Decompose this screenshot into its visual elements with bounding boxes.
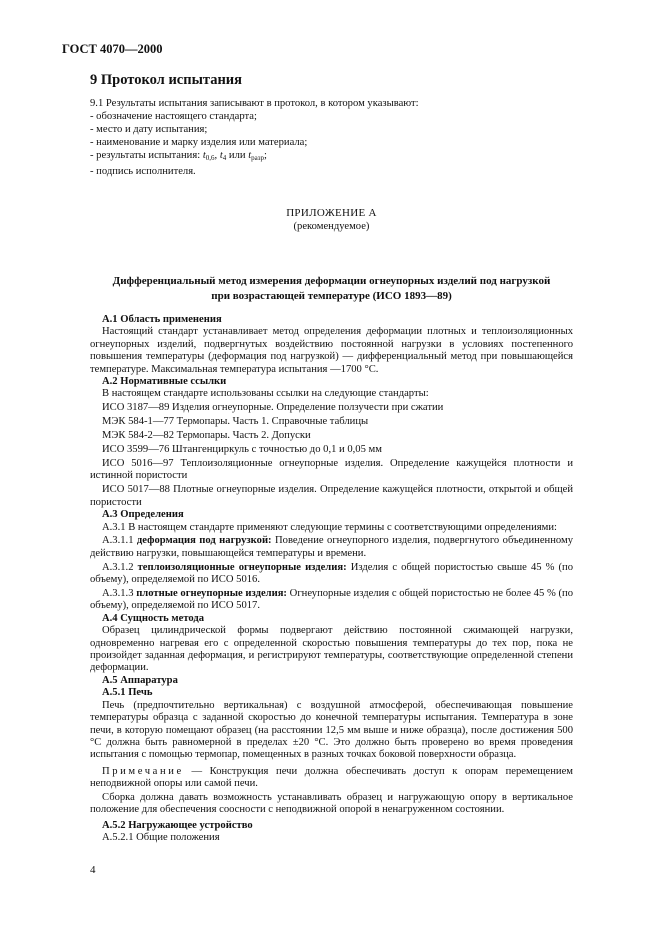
section-heading: А.4 Сущность метода <box>102 612 205 624</box>
definition-text: Огнеупорные изделия с общей пористостью не более 45 % (по объему), определяемой по ИСО 5017. <box>90 588 574 612</box>
t-symbol: t <box>219 150 223 161</box>
definition <box>90 562 573 587</box>
separator: ; <box>264 150 267 161</box>
method-title-line: при возрастающей температуре (ИСО 1893—89) <box>211 290 452 302</box>
paragraph: Печь (предпочтительно вертикальная) с воздушной атмосферой, обеспечивающая повышение температуры образца с заданной скоростью до конечной температуры испытания. Температура в зоне печи, в которую помещают образец (на расстоянии 12,5 мм выше и ниже образца), после достижения 500 °С должна быть равномерной в пределах ±20 °С. Это должно быть проверено во время проведения испытания с помощью термопар, помещенных в разных точках боковой поверхности образца. <box>90 699 573 761</box>
paragraph: Настоящий стандарт устанавливает метод определения деформации плотных и теплоизоляционных огнеупорных изделий, подвергнутых воздействию постоянной нагрузки в условиях постепенного повышения температуры (деформация под нагрузкой) — дифференциальный метод при повышающейся температуре. Максимальная температура испытания —1700 °С. <box>90 326 573 375</box>
list-item: - наименование и марку изделия или материала; <box>90 137 308 148</box>
definition-term: теплоизоляционные огнеупорные изделия: <box>137 561 347 573</box>
section-9-body <box>90 97 573 178</box>
reference-item: МЭК 584-2—82 Термопары. Часть 2. Допуски <box>102 430 311 442</box>
paragraph: Сборка должна давать возможность устанавливать образец и нагружающую опору в вертикальное положение для обеспечения соосности с неподвижной опорой в ненагруженном состоянии. <box>90 792 573 816</box>
definition-number: А.3.1.3 <box>102 588 137 600</box>
page-number: 4 <box>90 864 96 876</box>
method-title <box>90 274 573 304</box>
appendix-title: ПРИЛОЖЕНИЕ А <box>286 207 377 219</box>
paragraph: В настоящем стандарте использованы ссылки на следующие стандарты: <box>102 388 429 400</box>
paragraph: Образец цилиндрической формы подвергают действию постоянной сжимающей нагрузки, одновременно нагревая его с определенной скоростью повышения температуры до тех пор, пока не произойдет заданная деформация, и регистрируют температуры, соответствующие определенной степени деформации. <box>90 625 573 674</box>
definition-text: Изделия с общей пористостью свыше 45 % (по объему), определяемой по ИСО 5016. <box>90 561 574 586</box>
reference-item: ИСО 5016—97 Теплоизоляционные огнеупорные изделия. Определение кажущейся плотности и истинной пористости <box>90 457 573 482</box>
t-subscript: 4 <box>222 154 227 162</box>
document-code: ГОСТ 4070—2000 <box>62 42 163 56</box>
reference-item: ИСО 3599—76 Штангенциркуль с точностью до 0,1 и 0,05 мм <box>102 444 382 456</box>
definition <box>90 588 573 613</box>
reference-item: ИСО 5017—88 Плотные огнеупорные изделия. Определение кажущейся плотности, открытой и общей пористости <box>90 484 573 508</box>
list-item: - обозначение настоящего стандарта; <box>90 111 257 122</box>
separator: , <box>214 150 220 161</box>
appendix-body <box>90 314 573 845</box>
note <box>90 766 573 791</box>
list-item: - место и дату испытания; <box>90 124 208 135</box>
appendix-subtitle: (рекомендуемое) <box>293 221 370 232</box>
t-symbol: t <box>202 150 206 161</box>
paragraph: А.5.2.1 Общие положения <box>102 832 220 844</box>
definition-term: деформация под нагрузкой: <box>136 535 272 547</box>
section-heading: А.3 Определения <box>102 509 184 521</box>
reference-item: МЭК 584-1—77 Термопары. Часть 1. Справочные таблицы <box>102 416 369 428</box>
t-symbol: t <box>248 150 252 161</box>
reference-item: ИСО 3187—89 Изделия огнеупорные. Определение ползучести при сжатии <box>102 402 444 414</box>
method-title-line: Дифференциальный метод измерения деформации огнеупорных изделий под нагрузкой <box>112 275 551 287</box>
subsection-heading: А.5.2 Нагружающее устройство <box>102 819 253 831</box>
definition-number: А.3.1.1 <box>102 535 137 547</box>
section-9-heading: 9 Протокол испытания <box>90 72 243 88</box>
section-heading: А.2 Нормативные ссылки <box>102 376 227 388</box>
note-text: — Конструкция печи должна обеспечивать доступ к опорам перемещением неподвижной опоры или самой печи. <box>90 765 573 790</box>
section-heading: А.1 Область применения <box>102 314 222 325</box>
section-9-intro: 9.1 Результаты испытания записывают в протокол, в котором указывают: <box>90 98 419 109</box>
paragraph: А.3.1 В настоящем стандарте применяют следующие термины с соответствующими определениями: <box>102 521 557 533</box>
results-prefix: - результаты испытания: <box>90 150 203 161</box>
list-item-results <box>90 149 573 165</box>
definition <box>90 535 573 560</box>
definition-number: А.3.1.2 <box>102 561 138 573</box>
t-subscript: 0,6 <box>205 154 215 162</box>
section-heading: А.5 Аппаратура <box>102 674 178 686</box>
definition-text: Поведение огнеупорного изделия, подвергнутого объединенному действию нагрузки, повышающейся температуры и времени. <box>90 535 573 559</box>
definition-term: плотные огнеупорные изделия: <box>136 588 287 600</box>
subsection-heading: А.5.1 Печь <box>102 687 153 699</box>
note-label: Примечание <box>102 765 184 777</box>
appendix-header <box>90 206 573 234</box>
separator: или <box>226 150 249 161</box>
list-item: - подпись исполнителя. <box>90 166 196 177</box>
t-subscript: разр <box>251 154 265 162</box>
